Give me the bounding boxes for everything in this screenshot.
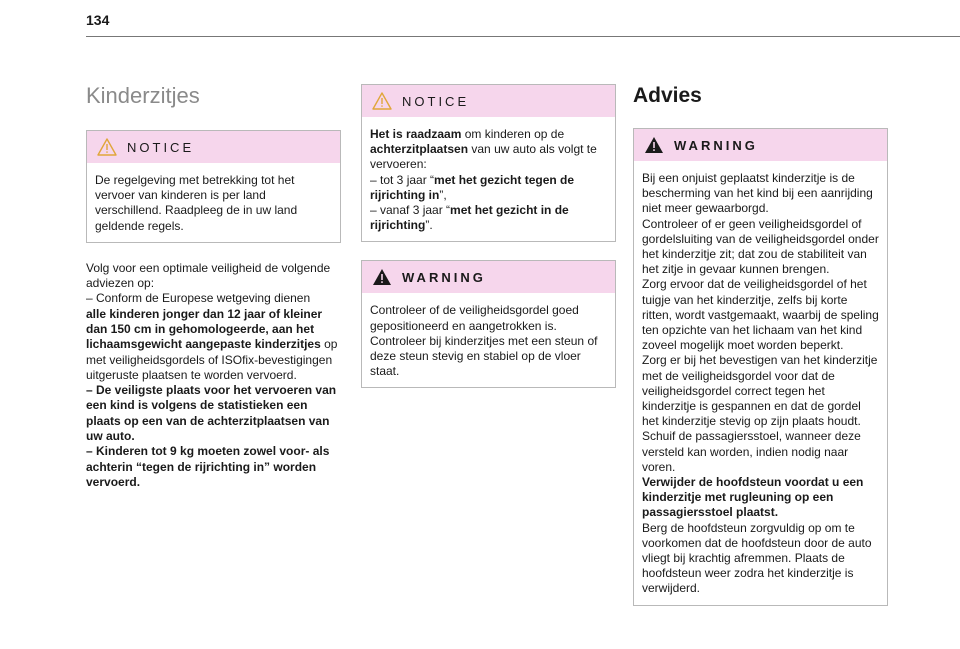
warning-triangle-icon — [644, 136, 664, 154]
warning-2-p1: Bij een onjuist geplaatst kinderzitje is de bescherming van het kind bij een aanrijding niet meer gewaarborgd. — [642, 171, 873, 216]
notice-2-line-1 — [370, 173, 607, 203]
notice-2-intro — [370, 127, 607, 173]
notice-header-2 — [362, 85, 615, 117]
page-number: 134 — [86, 12, 110, 28]
warning-label: WARNING — [402, 269, 486, 285]
warning-2-p3: Zorg ervoor dat de veiligheidsgordel of het tuigje van het kinderzitje, zelfs bij korte ritten, wordt vastgemaakt, waarbij de speling ten opzichte van het lichaam van het kind zoveel mogelijk moet worden beperkt. — [642, 277, 879, 353]
warning-label-2: WARNING — [674, 137, 758, 153]
advice-item-1-pre: – Conform de Europese wetgeving dienen — [86, 291, 311, 306]
warning-header — [362, 261, 615, 293]
notice-2-line-2 — [370, 203, 607, 233]
warning-triangle-icon — [372, 268, 392, 286]
left-column — [86, 82, 341, 490]
warning-box — [361, 260, 616, 388]
advice-item-2-bold: – De veiligste plaats voor het vervoeren van een kind is volgens de statistieken een plaats op een van de achterzitplaatsen van uw auto. — [86, 383, 337, 444]
notice-triangle-icon — [372, 92, 392, 110]
notice-2-l1-bold: met het gezicht tegen de rijrichting in — [370, 172, 575, 202]
warning-2-p6: Berg de hoofdsteun zorgvuldig op om te voorkomen dat de hoofdsteun door de auto vliegt bij krachtig afremmen. Plaats de hoofdsteun weer zodra het kinderzitje is verwijderd. — [642, 520, 872, 596]
notice-2-l2-pre: – vanaf 3 jaar “ — [370, 203, 451, 218]
warning-box-2 — [633, 128, 888, 606]
notice-label-2: NOTICE — [402, 93, 470, 109]
notice-text: De regelgeving met betrekking tot het vervoer van kinderen is per land verschillend. Raadpleeg de in uw land geldende regels. — [95, 173, 298, 233]
notice-box — [86, 130, 341, 243]
notice-2-l2-post: ”. — [425, 218, 433, 233]
right-column — [633, 82, 888, 624]
advice-item-2 — [86, 383, 341, 444]
section-title-advies: Advies — [633, 84, 702, 107]
notice-2-l1-pre: – tot 3 jaar “ — [370, 172, 435, 187]
advice-item-3 — [86, 444, 341, 490]
notice-text-2 — [362, 117, 615, 241]
warning-2-p5 — [642, 475, 879, 521]
notice-triangle-icon — [97, 138, 117, 156]
notice-2-b2: achterzitplaatsen — [370, 142, 469, 157]
notice-2-b1: Het is raadzaam — [370, 127, 462, 141]
warning-2-p2: Controleer of er geen veiligheidsgordel of gordelsluiting van de veiligheidsgordel onder het kinderzitje zit; dat zou de stabiliteit van het zitje in gevaar kunnen brengen. — [642, 216, 879, 277]
warning-header-2 — [634, 129, 887, 161]
notice-box-2 — [361, 84, 616, 242]
warning-text-2 — [634, 161, 887, 605]
advice-item-1 — [86, 291, 341, 383]
warning-text: Controleer of de veiligheidsgordel goed gepositioneerd en aangetrokken is. Controleer bij kinderzitjes met een steun of deze steun stevig en stabiel op de vloer staat. — [370, 303, 598, 379]
warning-2-p4: Zorg er bij het bevestigen van het kinderzitje met de veiligheidsgordel voor dat de veiligheidsgordel correct tegen het kinderzitje is gespannen en dat de gordel het kinderzitje stevig op zijn plaats houdt. Schuif de passagiersstoel, wanneer deze versteld kan worden, indien nodig naar voren. — [642, 353, 878, 474]
advice-item-1-post: op met veiligheidsgordels of ISOfix-bevestigingen uitgeruste plaatsen te worden vervoerd. — [86, 337, 338, 382]
advice-body — [86, 261, 341, 490]
header-divider — [86, 36, 960, 37]
notice-2-l1-post: ”, — [439, 187, 447, 202]
warning-2-p5-bold: Verwijder de hoofdsteun voordat u een kinderzitje met rugleuning op een passagiersstoel plaatst. — [642, 475, 864, 520]
advice-item-3-bold: – Kinderen tot 9 kg moeten zowel voor- als achterin “tegen de rijrichting in” worden vervoerd. — [86, 444, 330, 489]
notice-header — [87, 131, 340, 163]
notice-label: NOTICE — [127, 139, 195, 155]
notice-2-t1: om kinderen op de — [461, 127, 565, 141]
section-title-kinderzitjes: Kinderzitjes — [86, 83, 200, 108]
notice-2-t2: van uw auto als volgt te vervoeren: — [370, 142, 597, 172]
notice-2-l2-bold: met het gezicht in de rijrichting — [370, 203, 569, 233]
advice-intro: Volg voor een optimale veiligheid de volgende adviezen op: — [86, 260, 331, 291]
middle-column — [361, 84, 616, 406]
advice-item-1-bold: alle kinderen jonger dan 12 jaar of kleiner dan 150 cm in gehomologeerde, aan het lichaamsgewicht aangepaste kinderzitjes — [86, 306, 323, 352]
